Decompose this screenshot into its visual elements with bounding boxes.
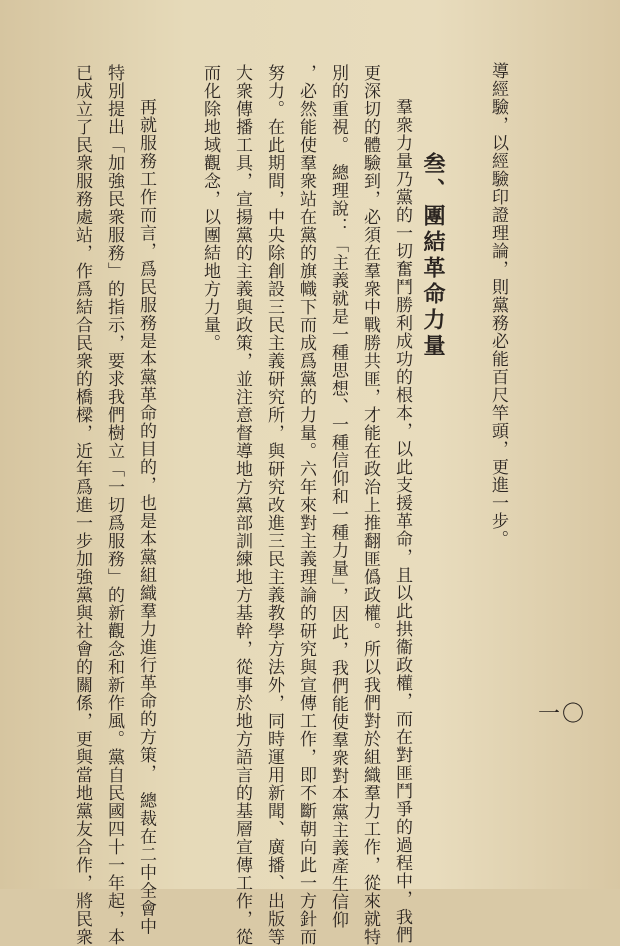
text-column-7: 大衆傳播工具，宣揚黨的主義與政策，並注意督導地方黨部訓練地方基幹，從事於地方語言的基層宣傳工作，從: [232, 64, 252, 946]
text-column-2: 羣衆力量乃黨的一切奮鬥勝利成功的根本，以此支援革命，且以此拱衞政權，而在對匪鬥爭的過程中，我們: [392, 98, 412, 944]
text-column-4: 別的重視。 總理說：「主義就是一種思想、一種信仰和一種力量」，因此，我們能使羣衆對本黨主義產生信仰: [328, 64, 348, 929]
text-column-8: 而化除地域觀念，以團結地方力量。: [200, 64, 220, 352]
text-column-1: 導經驗，以經驗印證理論，則黨務必能百尺竿頭，更進一步。: [488, 62, 508, 548]
section-heading: 叁、團結革命力量: [420, 152, 446, 360]
text-column-3: 更深切的體驗到，必須在羣衆中戰勝共匪，才能在政治上推翻匪僞政權。所以我們對於組織羣力工作，從來就特: [360, 64, 380, 946]
text-column-10: 特別提出「加強民衆服務」的指示，要求我們樹立「一切爲服務」的新觀念和新作風。黨自民國四十一年起，本: [104, 64, 124, 946]
text-column-5: ，必然能使羣衆站在黨的旗幟下而成爲黨的力量。六年來對主義理論的研究與宣傳工作，即不斷朝向此一方針而: [296, 64, 316, 946]
page-number: 一〇: [538, 702, 587, 727]
text-column-9: 再就服務工作而言，爲民服務是本黨革命的目的，也是本黨組織羣力進行革命的方策， 總裁在二中全會中: [136, 98, 156, 936]
text-column-11: 已成立了民衆服務處站，作爲結合民衆的橋樑，近年爲進一步加強黨與社會的關係，更與當地黨友合作，將民衆: [72, 64, 92, 946]
text-column-6: 努力。在此期間，中央除創設三民主義研究所，與研究改進三民主義教學方法外，同時運用新聞、廣播、出版等: [264, 64, 284, 946]
